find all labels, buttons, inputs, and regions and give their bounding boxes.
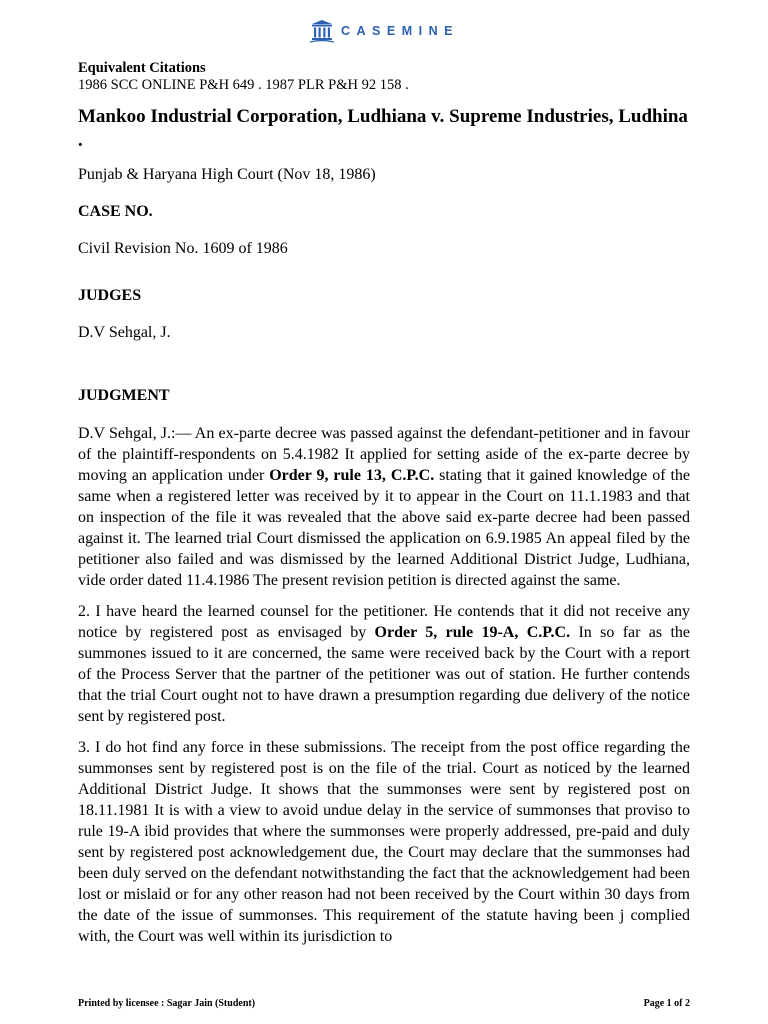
citations-text: 1986 SCC ONLINE P&H 649 . 1987 PLR P&H 92 158 . bbox=[78, 77, 409, 93]
judgment-paragraph-3: 3. I do hot find any force in these submissions. The receipt from the post office regarding the summonses sent by registered post is on the file of the trial. Court as noticed by the learned Additional District Judge. It shows that the summonses were sent by registered post on 18.11.1981 It is with a view to avoid undue delay in the service of summonses that proviso to rule 19-A ibid provides that where the summonses were properly addressed, pre-paid and duly sent by registered post acknowledgement due, the Court may declare that the summonses had been duly served on the defendant notwithstanding the fact that the acknowledgement had been lost or mislaid or for any other reason had not been received by the Court within 30 days from the date of the issue of summonses. This requirement of the statute having been j complied with, the Court was well within its jurisdiction to bbox=[78, 739, 690, 945]
courthouse-icon bbox=[309, 18, 335, 44]
printed-by: Printed by licensee : Sagar Jain (Student) bbox=[78, 998, 256, 1009]
case-no: Civil Revision No. 1609 of 1986 bbox=[78, 240, 288, 257]
page-number: Page 1 of 2 bbox=[643, 998, 690, 1009]
citations-heading: Equivalent Citations bbox=[78, 60, 206, 76]
casemine-logo bbox=[0, 18, 768, 49]
judgment-heading: JUDGMENT bbox=[78, 387, 170, 404]
case-no-heading: CASE NO. bbox=[78, 203, 153, 220]
statute-reference: Order 9, rule 13, C.P.C. bbox=[269, 467, 435, 484]
paragraph-text: In so far as the summones issued to it are concerned, the same were received back by the Court with a report of the Process Server that the partner of the petitioner was out of station. He further contends that the trial Court ought not to have drawn a presumption regarding due delivery of the notice sent by registered post. bbox=[78, 624, 691, 725]
case-title: Mankoo Industrial Corporation, Ludhiana v. Supreme Industries, Ludhina . bbox=[78, 106, 688, 151]
paragraph-text: stating that it gained knowledge of the same when a registered letter was received by it to appear in the Court on 11.1.1983 and that on inspection of the file it was revealed that the above said ex-parte decree had been passed against it. The learned trial Court dismissed the application on 6.9.1985 An appeal filed by the petitioner also failed and was dismissed by the learned Additional District Judge, Ludhiana, vide order dated 11.4.1986 The present revision petition is directed against the same. bbox=[78, 467, 690, 589]
page-footer bbox=[78, 998, 690, 1009]
logo-text: CASEMINE bbox=[341, 24, 459, 38]
paragraph-text: D.V Sehgal, J.:— An ex-parte decree was passed against the defendant-petitioner and in favour of the plaintiff-respondents on 5.4.1982 It applied for setting aside of the ex-parte decree by moving an application under bbox=[78, 425, 690, 484]
judges: D.V Sehgal, J. bbox=[78, 324, 171, 341]
judgment-paragraph-2 bbox=[78, 601, 690, 727]
court-and-date: Punjab & Haryana High Court (Nov 18, 1986) bbox=[78, 166, 376, 183]
paragraph-text: 2. I have heard the learned counsel for the petitioner. He contends that it did not receive any notice by registered post as envisaged by bbox=[78, 603, 690, 641]
judges-heading: JUDGES bbox=[78, 287, 142, 304]
judgment-paragraph-1 bbox=[78, 423, 690, 591]
statute-reference: Order 5, rule 19-A, C.P.C. bbox=[374, 624, 571, 641]
document-body bbox=[78, 60, 690, 947]
